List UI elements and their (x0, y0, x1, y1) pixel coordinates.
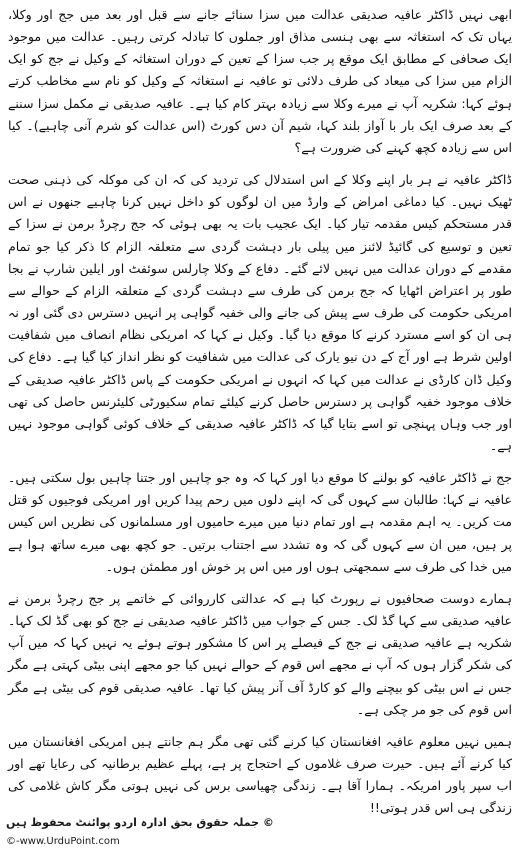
article-paragraph-4: ہمارے دوست صحافیوں نے رپورٹ کیا ہے کہ عدالتی کارروائی کے خاتمے پر جج رچرڈ برمن نے عافیہ صدیقی سے کہا گڈ لک۔ جس کے جواب میں ڈاکٹر عافیہ صدیقی نے جج کو بھی گڈ لک کہا۔ شکریہ ہے عافیہ صدیقی نے جج کے فیصلے پر اس کا مشکور ہوتے ہوئے یہ نہیں کہا کہ میں آپ کی شکر گزار ہوں کہ آپ نے مجھے اس قوم کے حوالے نہیں کیا جو مجھے اپنی بیٹی کہتی ہے مگر جس نے اس بیٹی کو بیچنے والے کو کارڈ آف آنر پیش کیا تھا۔ عافیہ صدیقی قوم کی بیٹی ہے مگر اس قوم کی جو مر چکی ہے۔ (8, 590, 512, 717)
article-paragraph-3: جج نے ڈاکٹر عافیہ کو بولنے کا موقع دیا اور کہا کہ وہ جو چاہیں اور جتنا چاہیں بول سکتی ہیں۔ عافیہ نے کہا: طالبان سے کہوں گی کہ اپنے دلوں میں رحم پیدا کریں اور امریکی فوجیوں کو قتل مت کریں۔ یہ اہم مقدمہ ہے اور تمام دنیا میں میرے حامیوں اور مسلمانوں کی نظریں اس کیس پر ہیں، میں ان سے کہوں گی کہ وہ تشدد سے اجتناب برتیں۔ جو کچھ بھی میرے ساتھ ہوا ہے میں خدا کی طرف سے سمجھتی ہوں اور میں اس پر خوش اور مطمئن ہوں۔ (8, 470, 512, 574)
article-paragraph-5: ہمیں نہیں معلوم عافیہ افغانستان کیا کرنے گئی تھی مگر ہم جانتے ہیں امریکی افغانستان میں کیا کرنے آئے ہیں۔ حیرت صرف غلاموں کے احتجاج پر ہے، پہلے عظیم برطانیہ کی رعایا تھے اور اب سپر پاور امریکہ۔ ہمارا آقا ہے۔ زندگی چھیاسی برس کی نہیں ہوتی مگر کاش غلامی کی زندگی ہی اس قدر ہوتی!! (8, 733, 512, 816)
article-paragraph-2: ڈاکٹر عافیہ نے ہر بار اپنے وکلا کے اس استدلال کی تردید کی کہ ان کی موکلہ کی ذہنی صحت ٹھیک نہیں۔ کیا دماغی امراض کے وارڈ میں ان لوگوں کو داخل نہیں کرنا چاہیے جنھوں نے اس قدر مستحکم کیس مقدمہ تیار کیا۔ ایک عجیب بات یہ بھی ہوئی کہ جج رچرڈ برمن نے سزا کے تعین و توسیع کی گائیڈ لائنز میں پیلی بار دہشت گردی سے متعلقہ الزام کا ذکر کیا جو تمام مقدمے کے دوران عدالت میں نہیں لائے گئے۔ دفاع کے وکلا چارلس سوئفٹ اور ایلین شارپ نے بجا طور پر اعتراض اٹھایا کہ جج برمن کی طرف سے دہشت گردی کے متعلقہ الزام کے حوالے سے امریکی حکومت کی طرف سے پیش کی جانے والی خفیہ گواہی پر انہیں دسترس دی گئی اور نہ ہی ان کو اسے مسترد کرنے کا موقع دیا گیا۔ وکیل نے کہا کہ امریکی نظام انصاف میں شفافیت اولین شرط ہے اور آج کے دن نیو یارک کی عدالت میں شفافیت کو نظر انداز کیا گیا ہے۔ دفاع کی وکیل ڈان کارڈی نے عدالت میں کہا کہ انہوں نے امریکی حکومت کے پاس ڈاکٹر عافیہ صدیقی کے خلاف موجود خفیہ گواہی پر دسترس حاصل کرنے کیلئے تمام سکیورٹی کلیئرنس حاصل کی تھی اور جب وہاں پہنچی تو اسے بتایا گیا کہ ڈاکٹر عافیہ صدیقی کے خلاف کوئی گواہی موجود نہیں ہے۔ (8, 172, 512, 453)
copyright-notice: © جملہ حقوق بحق ادارہ اردو پوائنٹ محفوظ ہیں (6, 816, 274, 829)
page-footer (6, 816, 512, 854)
website-url: ©-www.UrduPoint.com (6, 836, 120, 847)
article-paragraph-1: ابھی نہیں ڈاکٹر عافیہ صدیقی عدالت میں سزا سنائے جانے سے قبل اور بعد میں جج اور وکلا، یہاں تک کہ استغاثہ سے بھی ہنسی مذاق اور جملوں کا تبادلہ کرتی رہیں۔ عدالت میں موجود ایک صحافی کے مطابق ایک موقع پر جب سزا کے تعین کے دوران استغاثہ کے وکیل نے جج کو ایک الزام میں سزا کی میعاد کی طرف دلائی تو عافیہ نے استغاثہ کے وکیل کو نام سے مخاطب کرتے ہوئے کہا: شکریہ آپ نے میرے وکلا سے زیادہ بہتر کام کیا ہے۔ عافیہ صدیقی نے مکمل سزا سننے کے بعد صرف ایک بار با آواز بلند کہا، شیم آن دس کورٹ (اس عدالت کو شرم آنی چاہیے)۔ کیا اس سے زیادہ کچھ کہنے کی ضرورت ہے؟ (8, 7, 512, 155)
article-body (8, 4, 512, 819)
